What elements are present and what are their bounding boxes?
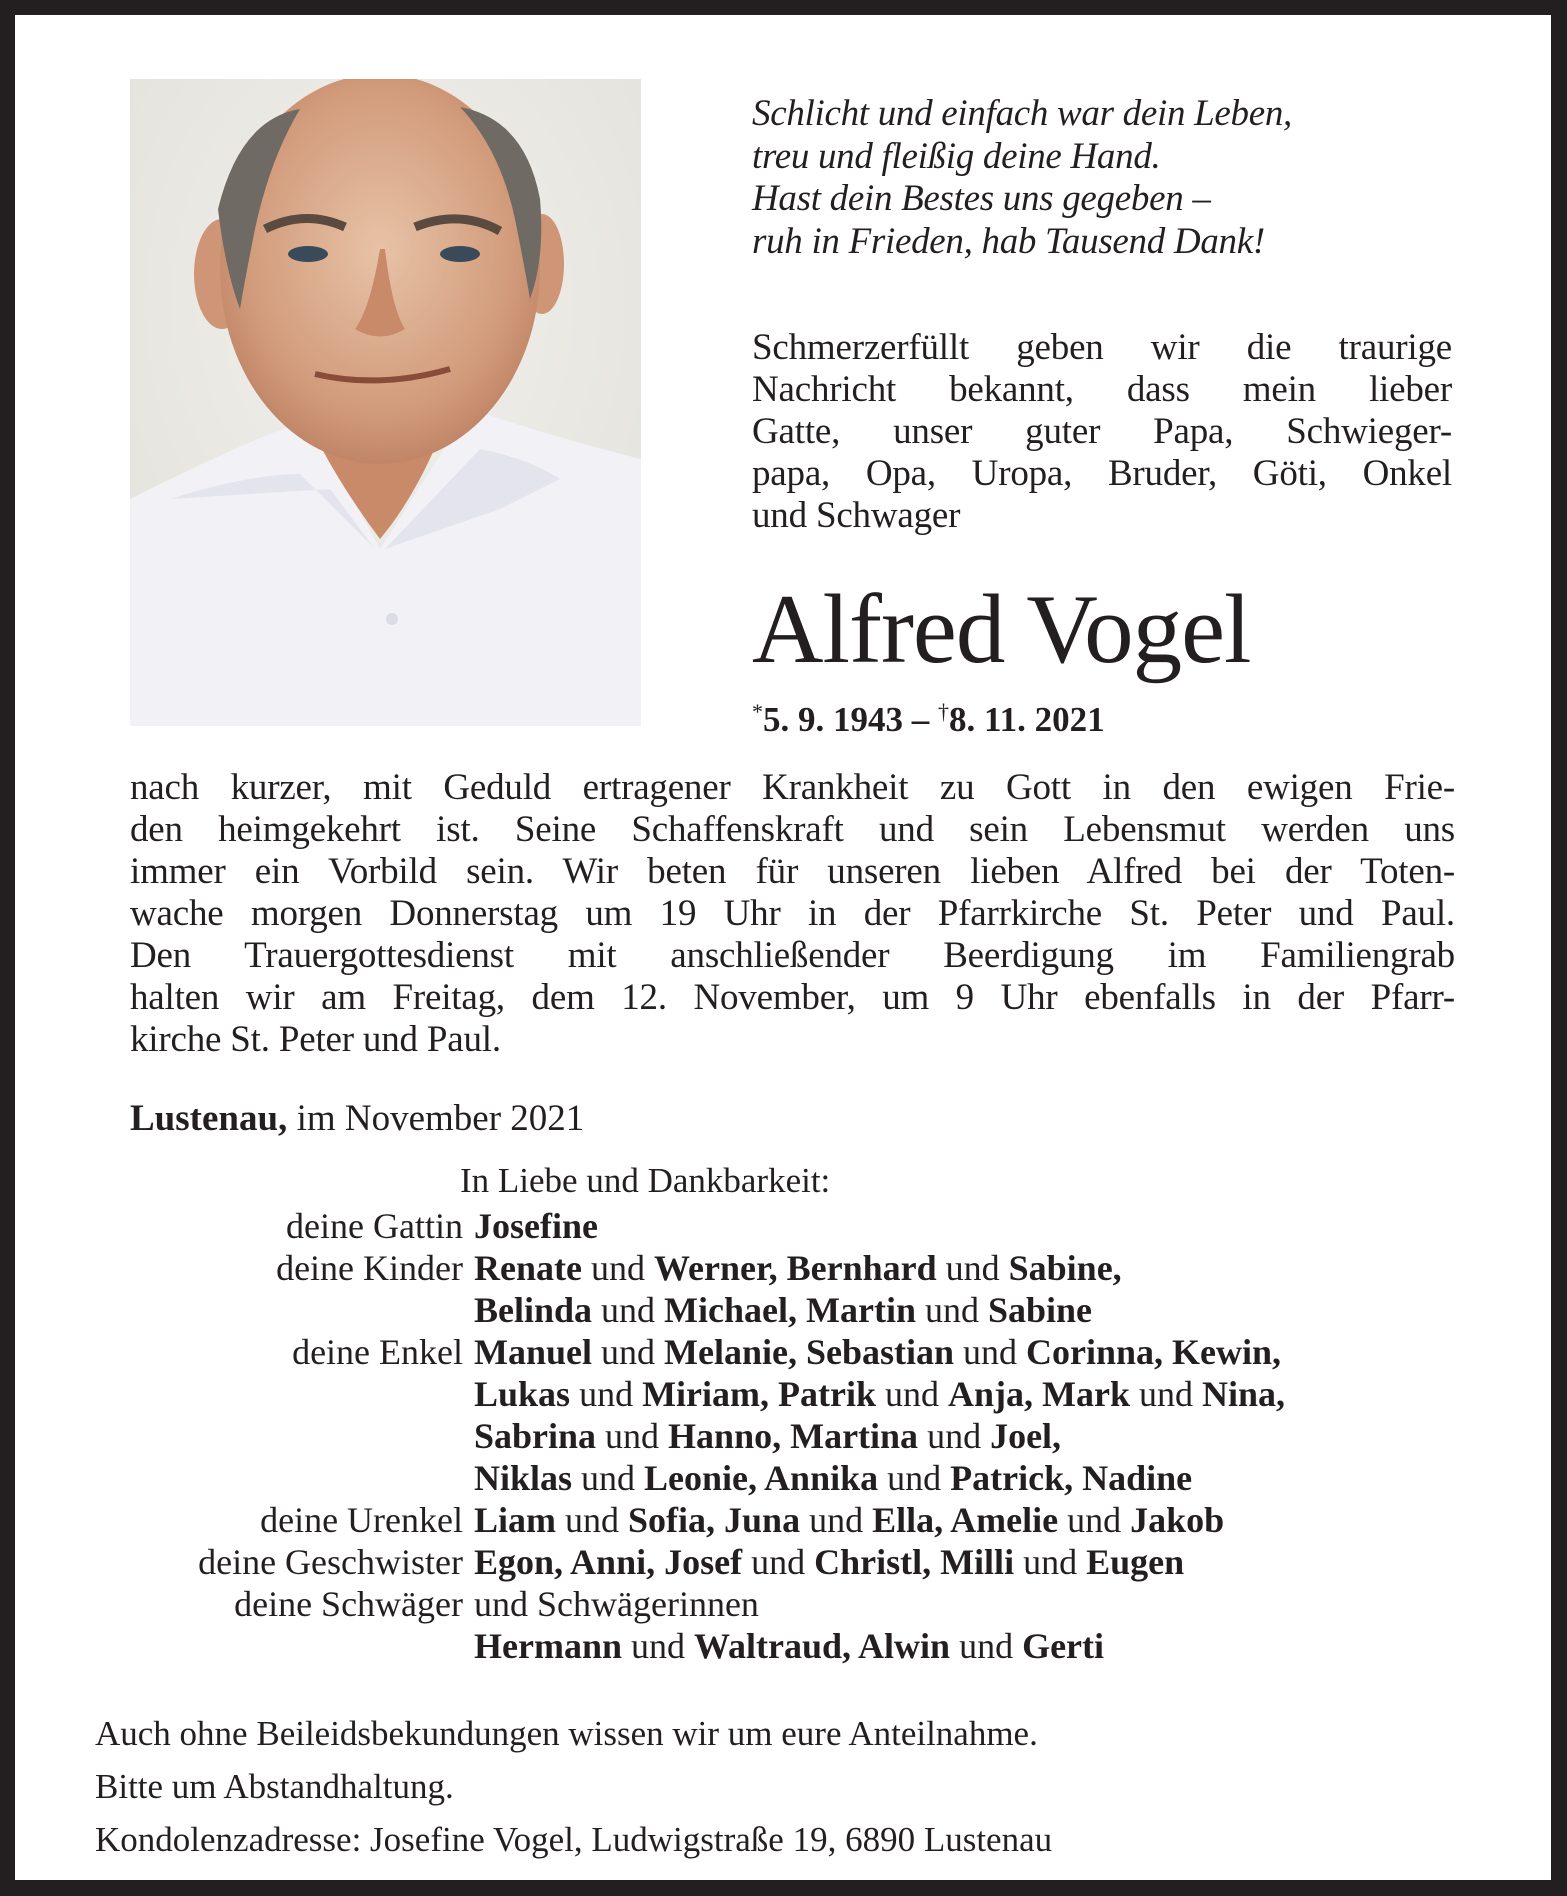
relation-label: deine Kinder bbox=[276, 1248, 463, 1288]
connector-text: und bbox=[592, 1290, 665, 1330]
birth-star-icon: * bbox=[752, 699, 763, 724]
intro-line: Schmerzerfüllt geben wir die traurige bbox=[752, 327, 1452, 368]
connector-text: und bbox=[876, 1374, 949, 1414]
obituary-notice bbox=[15, 15, 1551, 1880]
relation-label bbox=[75, 1373, 474, 1415]
relative-names bbox=[474, 1289, 1092, 1331]
footer-notes bbox=[95, 1707, 1052, 1866]
relation-label bbox=[75, 1457, 474, 1499]
connector-text: und bbox=[1130, 1374, 1203, 1414]
relative-name: Renate bbox=[474, 1248, 582, 1288]
relative-name: Sofia, Juna bbox=[628, 1500, 801, 1540]
relative-name: Manuel bbox=[474, 1332, 593, 1372]
poem-verse bbox=[752, 93, 1532, 263]
death-date: 8. 11. 2021 bbox=[949, 700, 1105, 739]
connector-text: und bbox=[581, 1248, 654, 1288]
connector-text: und bbox=[592, 1332, 665, 1372]
family-row bbox=[75, 1625, 1525, 1667]
family-row bbox=[75, 1289, 1525, 1331]
date-dash: – bbox=[903, 700, 938, 739]
body-line: halten wir am Freitag, dem 12. November, um 9 Uhr ebenfalls in der Pfarr- bbox=[130, 977, 1455, 1018]
relative-names bbox=[474, 1583, 759, 1625]
relation-label bbox=[75, 1625, 474, 1667]
relative-name: Christl, Milli bbox=[814, 1542, 1015, 1582]
portrait-image-icon bbox=[130, 79, 641, 726]
relation-label: deine Gattin bbox=[286, 1206, 463, 1246]
condolence-address: Kondolenzadresse: Josefine Vogel, Ludwigstraße 19, 6890 Lustenau bbox=[95, 1820, 1053, 1859]
relative-name: Hermann bbox=[474, 1626, 622, 1666]
relative-names bbox=[474, 1541, 1184, 1583]
family-row bbox=[75, 1373, 1525, 1415]
connector-text: und bbox=[1014, 1542, 1087, 1582]
family-row bbox=[75, 1415, 1525, 1457]
body-line: nach kurzer, mit Geduld ertragener Krankheit zu Gott in den ewigen Frie- bbox=[130, 767, 1455, 808]
relative-name: Belinda bbox=[474, 1290, 593, 1330]
connector-text: und Schwägerinnen bbox=[474, 1584, 759, 1624]
connector-text: und bbox=[570, 1374, 643, 1414]
relative-name: Hanno, Martina bbox=[668, 1416, 919, 1456]
connector-text: und bbox=[1058, 1500, 1131, 1540]
family-row bbox=[75, 1457, 1525, 1499]
connector-text: und bbox=[742, 1542, 815, 1582]
connector-text: und bbox=[800, 1500, 873, 1540]
family-row bbox=[75, 1331, 1525, 1373]
connector-text: und bbox=[572, 1458, 645, 1498]
poem-line: Schlicht und einfach war dein Leben, bbox=[752, 93, 1292, 134]
relative-name: Nina, bbox=[1202, 1374, 1286, 1414]
relative-name: Miriam, Patrik bbox=[642, 1374, 877, 1414]
poem-line: ruh in Frieden, hab Tausend Dank! bbox=[752, 220, 1265, 262]
relation-label bbox=[75, 1289, 474, 1331]
birth-date: 5. 9. 1943 bbox=[763, 700, 903, 739]
connector-text: und bbox=[954, 1332, 1027, 1372]
relative-name: Melanie, Sebastian bbox=[664, 1332, 955, 1372]
relative-names bbox=[474, 1499, 1224, 1541]
connector-text: und bbox=[950, 1626, 1023, 1666]
relative-names bbox=[474, 1247, 1122, 1289]
connector-text: und bbox=[622, 1626, 694, 1666]
relation-label bbox=[75, 1415, 474, 1457]
relative-name: Werner, Bernhard bbox=[653, 1248, 937, 1288]
relative-name: Waltraud, Alwin bbox=[694, 1626, 951, 1666]
body-line: den heimgekehrt ist. Seine Schaffenskraft und sein Lebensmut werden uns bbox=[130, 809, 1455, 850]
intro-line: Nachricht bekannt, dass mein lieber bbox=[752, 369, 1452, 410]
place-and-date bbox=[130, 1097, 584, 1140]
body-line: kirche St. Peter und Paul. bbox=[130, 1019, 501, 1060]
relation-label: deine Urenkel bbox=[260, 1500, 463, 1540]
poem-line: treu und fleißig deine Hand. bbox=[752, 135, 1161, 177]
relative-names bbox=[474, 1415, 1061, 1457]
place-city: Lustenau, bbox=[130, 1098, 288, 1139]
relation-label: deine Schwäger bbox=[234, 1584, 463, 1624]
family-row bbox=[75, 1541, 1525, 1583]
announcement-intro bbox=[752, 327, 1452, 537]
relative-names bbox=[474, 1373, 1285, 1415]
intro-line: Gatte, unser guter Papa, Schwieger- bbox=[752, 411, 1452, 452]
relative-name: Josefine bbox=[474, 1206, 598, 1246]
connector-text: und bbox=[596, 1416, 669, 1456]
body-line: Den Trauergottesdienst mit anschließender Beerdigung im Familiengrab bbox=[130, 935, 1455, 976]
connector-text: und bbox=[915, 1290, 988, 1330]
relative-name: Sabrina bbox=[474, 1416, 597, 1456]
poem-line: Hast dein Bestes uns gegeben – bbox=[752, 178, 1211, 219]
relative-name: Sabine bbox=[987, 1290, 1093, 1330]
condolence-note: Auch ohne Beileidsbekundungen wissen wir um eure Anteilnahme. bbox=[95, 1714, 1038, 1753]
life-dates bbox=[752, 699, 1105, 740]
connector-text: und bbox=[918, 1416, 991, 1456]
relative-name: Egon, Anni, Josef bbox=[474, 1542, 743, 1582]
relation-label: deine Enkel bbox=[292, 1332, 463, 1372]
relative-names bbox=[474, 1205, 598, 1247]
family-row bbox=[75, 1583, 1525, 1625]
body-line: wache morgen Donnerstag um 19 Uhr in der Pfarrkirche St. Peter und Paul. bbox=[130, 893, 1455, 934]
body-line: immer ein Vorbild sein. Wir beten für unseren lieben Alfred bei der Toten- bbox=[130, 851, 1455, 892]
relative-name: Jakob bbox=[1130, 1500, 1225, 1540]
relative-name: Ella, Amelie bbox=[872, 1500, 1059, 1540]
relative-name: Corinna, Kewin, bbox=[1026, 1332, 1282, 1372]
relative-names bbox=[474, 1625, 1104, 1667]
distance-note: Bitte um Abstandhaltung. bbox=[95, 1767, 454, 1806]
deceased-name: Alfred Vogel bbox=[752, 575, 1251, 684]
relative-name: Sabine, bbox=[1008, 1248, 1122, 1288]
relation-label: deine Geschwister bbox=[198, 1542, 463, 1582]
announcement-body bbox=[130, 767, 1455, 1061]
family-row bbox=[75, 1205, 1525, 1247]
relative-names bbox=[474, 1331, 1281, 1373]
family-row bbox=[75, 1499, 1525, 1541]
connector-text: und bbox=[878, 1458, 951, 1498]
relative-name: Eugen bbox=[1086, 1542, 1185, 1582]
intro-line: und Schwager bbox=[752, 495, 961, 536]
relative-name: Liam bbox=[474, 1500, 557, 1540]
family-list bbox=[75, 1205, 1525, 1667]
death-dagger-icon: † bbox=[938, 699, 949, 724]
thanks-heading: In Liebe und Dankbarkeit: bbox=[460, 1161, 831, 1200]
relative-name: Leonie, Annika bbox=[644, 1458, 879, 1498]
relative-name: Joel, bbox=[990, 1416, 1062, 1456]
connector-text: und bbox=[936, 1248, 1009, 1288]
relative-names bbox=[474, 1457, 1192, 1499]
portrait-photo bbox=[130, 79, 641, 726]
connector-text: und bbox=[556, 1500, 629, 1540]
relative-name: Anja, Mark bbox=[948, 1374, 1131, 1414]
family-row bbox=[75, 1247, 1525, 1289]
relative-name: Michael, Martin bbox=[664, 1290, 916, 1330]
intro-line: papa, Opa, Uropa, Bruder, Göti, Onkel bbox=[752, 453, 1452, 494]
relative-name: Patrick, Nadine bbox=[950, 1458, 1193, 1498]
relative-name: Gerti bbox=[1022, 1626, 1105, 1666]
place-date: im November 2021 bbox=[287, 1098, 585, 1139]
relative-name: Lukas bbox=[474, 1374, 571, 1414]
relative-name: Niklas bbox=[474, 1458, 573, 1498]
